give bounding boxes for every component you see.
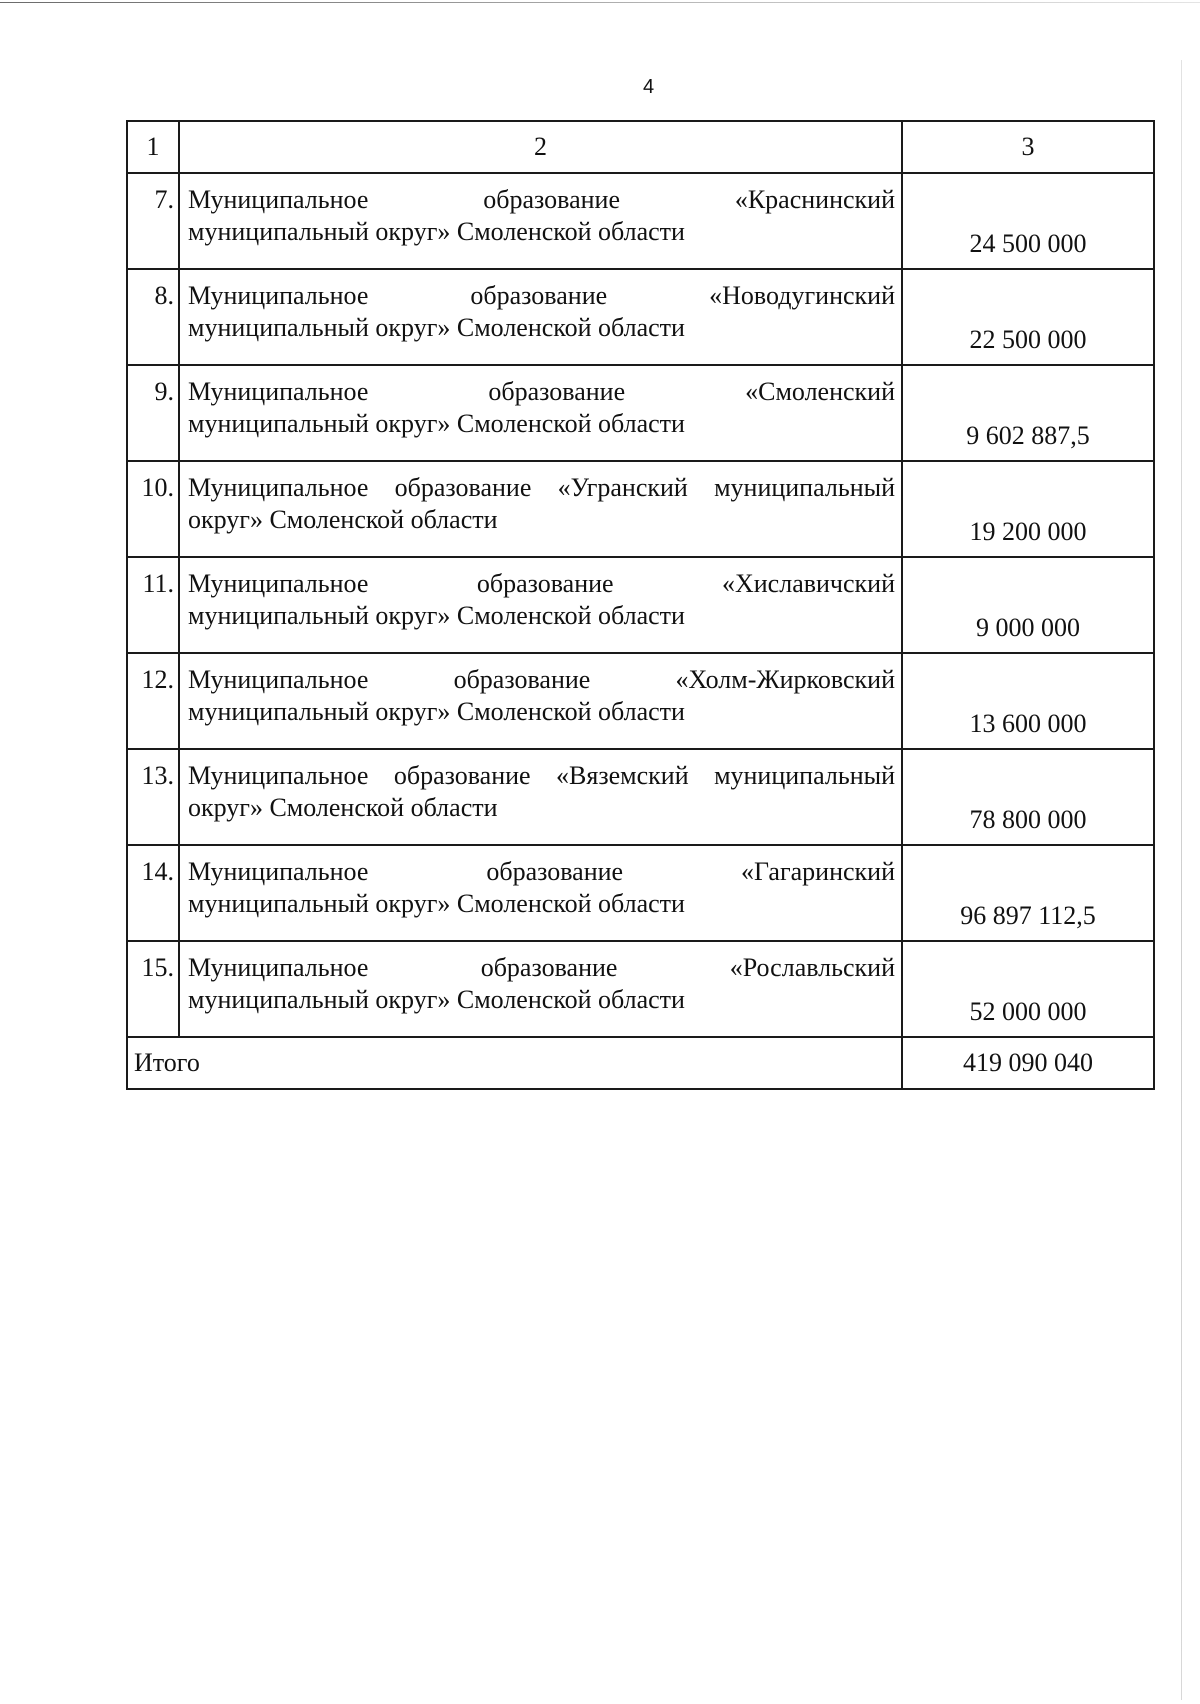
municipality-name-line2: муниципальный округ» Смоленской области <box>188 217 685 246</box>
table-row <box>127 941 1154 1037</box>
allocation-amount: 9 602 887,5 <box>902 365 1154 461</box>
allocation-amount: 13 600 000 <box>902 653 1154 749</box>
municipality-name-line2: округ» Смоленской области <box>188 505 498 534</box>
row-number: 13. <box>127 749 179 845</box>
allocation-amount: 22 500 000 <box>902 269 1154 365</box>
row-number: 12. <box>127 653 179 749</box>
allocation-amount: 78 800 000 <box>902 749 1154 845</box>
row-number: 8. <box>127 269 179 365</box>
row-number: 15. <box>127 941 179 1037</box>
total-label: Итого <box>127 1037 902 1089</box>
table-row <box>127 365 1154 461</box>
row-number: 14. <box>127 845 179 941</box>
table-row <box>127 269 1154 365</box>
municipality-name-line2: муниципальный округ» Смоленской области <box>188 697 685 726</box>
scan-edge-right <box>1181 60 1182 1700</box>
allocation-amount: 96 897 112,5 <box>902 845 1154 941</box>
municipality-name <box>179 749 902 845</box>
municipality-name <box>179 365 902 461</box>
municipality-name-line1: Муниципальное образование «Гагаринский <box>188 857 895 886</box>
municipality-name-line2: округ» Смоленской области <box>188 793 498 822</box>
municipality-name-line1: Муниципальное образование «Угранский муниципальный <box>188 473 895 502</box>
table-row <box>127 749 1154 845</box>
municipality-name <box>179 941 902 1037</box>
row-number: 10. <box>127 461 179 557</box>
header-cell-2: 2 <box>179 121 902 173</box>
row-number: 7. <box>127 173 179 269</box>
municipality-name-line2: муниципальный округ» Смоленской области <box>188 409 685 438</box>
allocation-amount: 9 000 000 <box>902 557 1154 653</box>
municipality-name-line1: Муниципальное образование «Краснинский <box>188 185 895 214</box>
municipality-name <box>179 653 902 749</box>
row-number: 11. <box>127 557 179 653</box>
allocation-table <box>126 120 1155 1090</box>
municipality-name <box>179 173 902 269</box>
municipality-name-line1: Муниципальное образование «Холм-Жирковский <box>188 665 895 694</box>
municipality-name-line2: муниципальный округ» Смоленской области <box>188 601 685 630</box>
row-number: 9. <box>127 365 179 461</box>
allocation-amount: 52 000 000 <box>902 941 1154 1037</box>
municipality-name <box>179 845 902 941</box>
municipality-name <box>179 269 902 365</box>
allocation-table-body <box>127 121 1154 1089</box>
total-amount: 419 090 040 <box>902 1037 1154 1089</box>
municipality-name-line2: муниципальный округ» Смоленской области <box>188 313 685 342</box>
municipality-name-line1: Муниципальное образование «Хиславичский <box>188 569 895 598</box>
table-row <box>127 557 1154 653</box>
table-header-row <box>127 121 1154 173</box>
table-row <box>127 173 1154 269</box>
municipality-name <box>179 461 902 557</box>
page-number: 4 <box>642 76 655 98</box>
municipality-name-line2: муниципальный округ» Смоленской области <box>188 889 685 918</box>
municipality-name-line1: Муниципальное образование «Рославльский <box>188 953 895 982</box>
header-cell-3: 3 <box>902 121 1154 173</box>
table-row <box>127 653 1154 749</box>
table-row <box>127 845 1154 941</box>
municipality-name-line2: муниципальный округ» Смоленской области <box>188 985 685 1014</box>
municipality-name-line1: Муниципальное образование «Смоленский <box>188 377 895 406</box>
allocation-amount: 24 500 000 <box>902 173 1154 269</box>
allocation-amount: 19 200 000 <box>902 461 1154 557</box>
municipality-name-line1: Муниципальное образование «Новодугинский <box>188 281 895 310</box>
municipality-name <box>179 557 902 653</box>
municipality-name-line1: Муниципальное образование «Вяземский муниципальный <box>188 761 895 790</box>
header-cell-1: 1 <box>127 121 179 173</box>
total-row <box>127 1037 1154 1089</box>
scan-edge-top <box>0 2 1200 3</box>
table-row <box>127 461 1154 557</box>
